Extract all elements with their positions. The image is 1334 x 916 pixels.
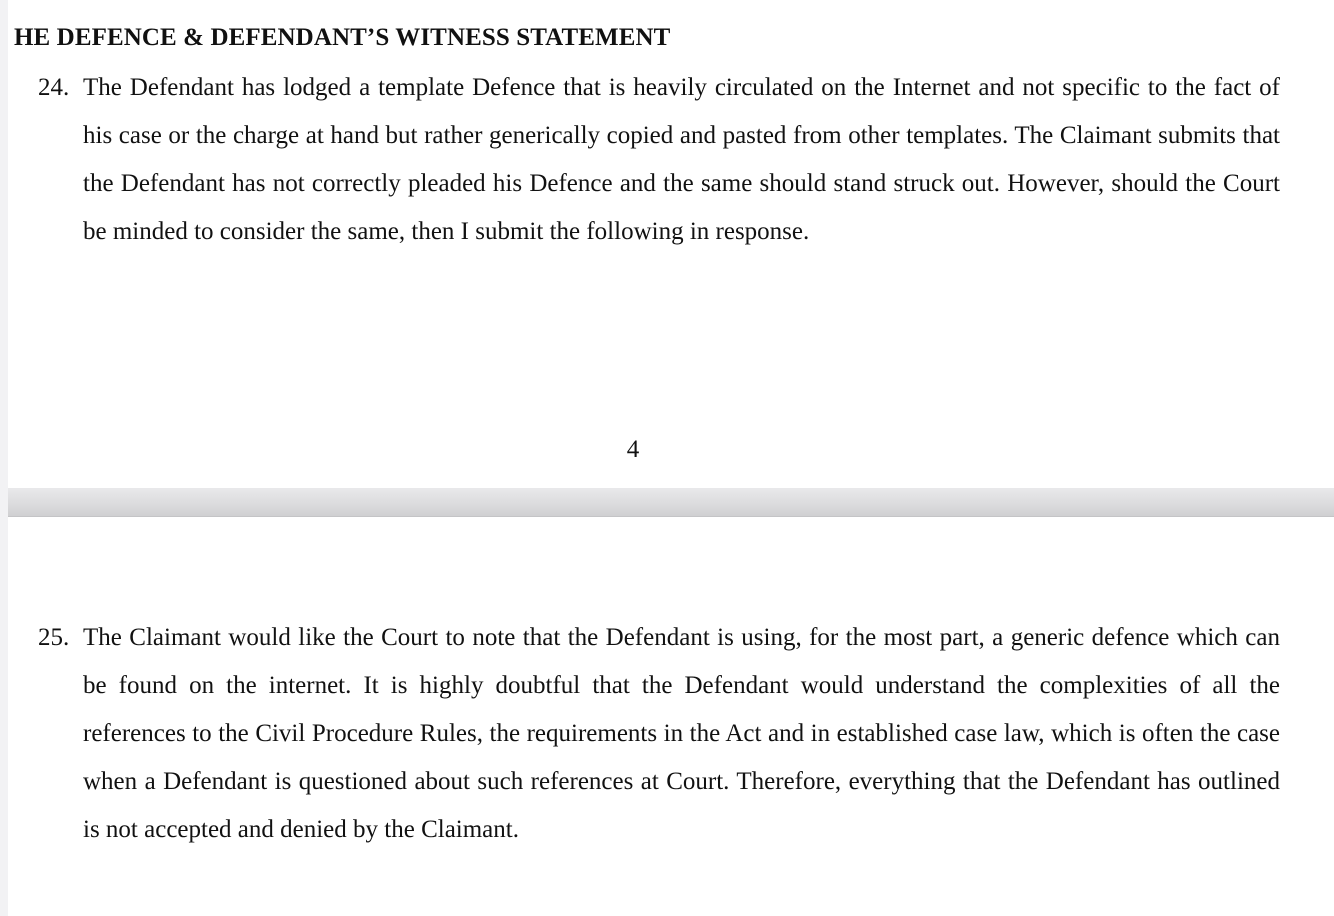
page-5: [8, 517, 1334, 916]
paragraph-number: 24.: [38, 74, 70, 101]
page-number: 4: [626, 436, 640, 463]
page-4: [8, 0, 1334, 488]
paragraph-number: 25.: [38, 624, 70, 651]
viewer-left-margin: [0, 0, 8, 916]
section-heading: HE DEFENCE & DEFENDANT’S WITNESS STATEMENT: [14, 24, 671, 51]
paragraph-text: The Defendant has lodged a template Defence that is heavily circulated on the Internet and not specific to the fact of his case or the charge at hand but rather generically copied and pasted from other templates. The Claimant submits that the Defendant has not correctly pleaded his Defence and the same should stand struck out. However, should the Court be minded to consider the same, then I submit the following in response.: [83, 74, 1280, 245]
paragraph-25: [38, 614, 1280, 854]
page-separator: [8, 488, 1334, 517]
paragraph-text: The Claimant would like the Court to note that the Defendant is using, for the most part, a generic defence which can be found on the internet. It is highly doubtful that the Defendant would understand the complexities of all the references to the Civil Procedure Rules, the requirements in the Act and in established case law, which is often the case when a Defendant is questioned about such references at Court. Therefore, everything that the Defendant has outlined is not accepted and denied by the Claimant.: [83, 624, 1280, 843]
paragraph-24: [38, 64, 1280, 256]
